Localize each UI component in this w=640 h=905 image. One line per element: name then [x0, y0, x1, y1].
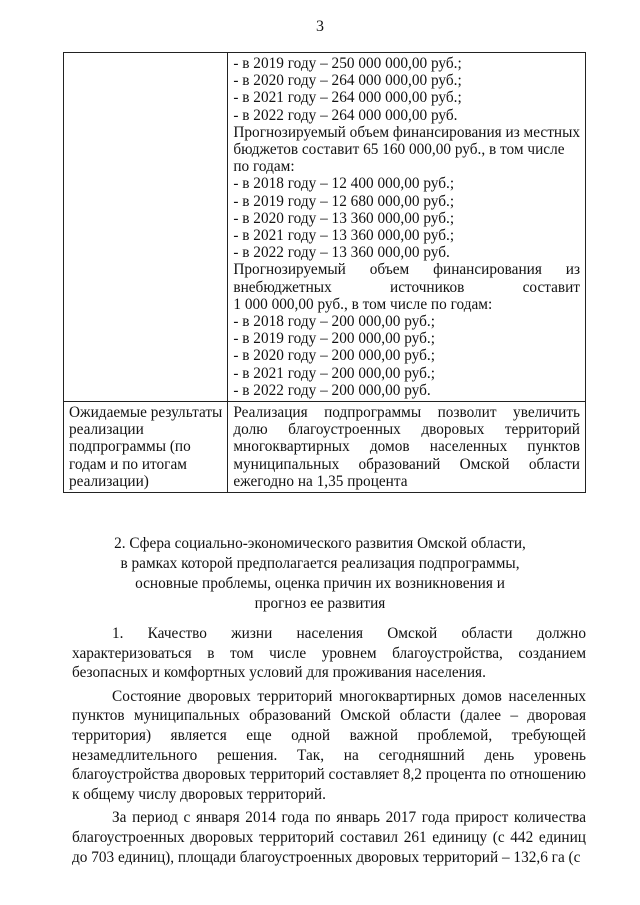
extrabudget-intro: внебюджетных источников составит — [233, 278, 580, 296]
local-budget-line: - в 2022 году – 13 360 000,00 руб. — [233, 244, 450, 262]
expected-results-text — [228, 402, 586, 493]
expected-results-label — [64, 402, 228, 493]
section-heading-line: основные проблемы, оценка причин их возникновения и — [135, 575, 505, 592]
expected-results-label-line: реализации — [69, 421, 144, 439]
financing-line: - в 2019 году – 250 000 000,00 руб.; — [233, 55, 462, 72]
expected-results-line: Реализация подпрограммы позволит увеличить — [233, 404, 580, 422]
expected-results-label-line: годам и по итогам — [69, 455, 187, 473]
expected-results-line: муниципальных образований Омской области — [233, 455, 580, 473]
financing-line: - в 2020 году – 264 000 000,00 руб.; — [233, 72, 462, 90]
paragraph: Состояние дворовых территорий многоквартирных домов населенных пунктов муниципальных образований Омской области (далее – дворовая территория) является еще одной важной проблемой, требующей незамедлительного решения. Так, на сегодняшний день уровень благоустройства дворовых территорий составляет 8,2 процента по отношению к общему числу дворовых территорий. — [72, 687, 586, 803]
expected-results-label-line: подпрограммы (по — [69, 438, 191, 456]
financing-line: - в 2022 году – 264 000 000,00 руб. — [233, 106, 458, 124]
extrabudget-intro: 1 000 000,00 руб., в том числе по годам: — [233, 295, 493, 313]
extrabudget-line: - в 2020 году – 200 000,00 руб.; — [233, 347, 435, 365]
expected-results-label-line: Ожидаемые результаты — [69, 404, 223, 422]
extrabudget-intro: Прогнозируемый объем финансирования из — [233, 261, 580, 279]
local-budget-intro: бюджетов составит 65 160 000,00 руб., в том числе — [233, 141, 565, 159]
local-budget-intro: по годам: — [233, 158, 295, 176]
expected-results-line: многоквартирных домов населенных пунктов — [233, 438, 580, 456]
extrabudget-line: - в 2021 году – 200 000,00 руб.; — [233, 364, 435, 382]
expected-results-label-line: реализации) — [69, 472, 149, 490]
local-budget-line: - в 2018 году – 12 400 000,00 руб.; — [233, 175, 455, 193]
page-number: 3 — [316, 18, 324, 35]
section-heading — [0, 534, 640, 614]
extrabudget-line: - в 2022 году – 200 000,00 руб. — [233, 381, 431, 399]
table-cell-financing — [228, 53, 586, 402]
extrabudget-line: - в 2019 году – 200 000,00 руб.; — [233, 330, 435, 348]
section-heading-line: в рамках которой предполагается реализация подпрограммы, — [120, 555, 520, 572]
expected-results-line: ежегодно на 1,35 процента — [233, 472, 408, 490]
body-text — [72, 624, 586, 871]
table-row-financing — [64, 53, 586, 402]
local-budget-intro: Прогнозируемый объем финансирования из местных — [233, 123, 580, 141]
table-cell-empty — [64, 53, 228, 402]
section-heading-line: 2. Сфера социально-экономического развития Омской области, — [114, 535, 526, 552]
local-budget-line: - в 2021 году – 13 360 000,00 руб.; — [233, 227, 455, 245]
subprogram-passport-table — [63, 52, 586, 493]
extrabudget-line: - в 2018 году – 200 000,00 руб.; — [233, 313, 435, 331]
local-budget-line: - в 2020 году – 13 360 000,00 руб.; — [233, 209, 455, 227]
paragraph: 1. Качество жизни населения Омской области должно характеризоваться в том числе уровнем благоустройства, созданием безопасных и комфортных условий для проживания населения. — [72, 625, 586, 682]
financing-line: - в 2021 году – 264 000 000,00 руб.; — [233, 89, 462, 107]
local-budget-line: - в 2019 году – 12 680 000,00 руб.; — [233, 192, 455, 210]
section-heading-line: прогноз ее развития — [254, 595, 386, 612]
expected-results-line: долю благоустроенных дворовых территорий — [233, 421, 580, 439]
paragraph: За период с января 2014 года по январь 2017 года прирост количества благоустроенных дворовых территорий составил 261 единицу (с 442 единиц до 703 единиц), площади благоустроенных дворовых территорий – 132,6 га (с — [72, 809, 586, 866]
table-row-expected-results — [64, 402, 586, 493]
